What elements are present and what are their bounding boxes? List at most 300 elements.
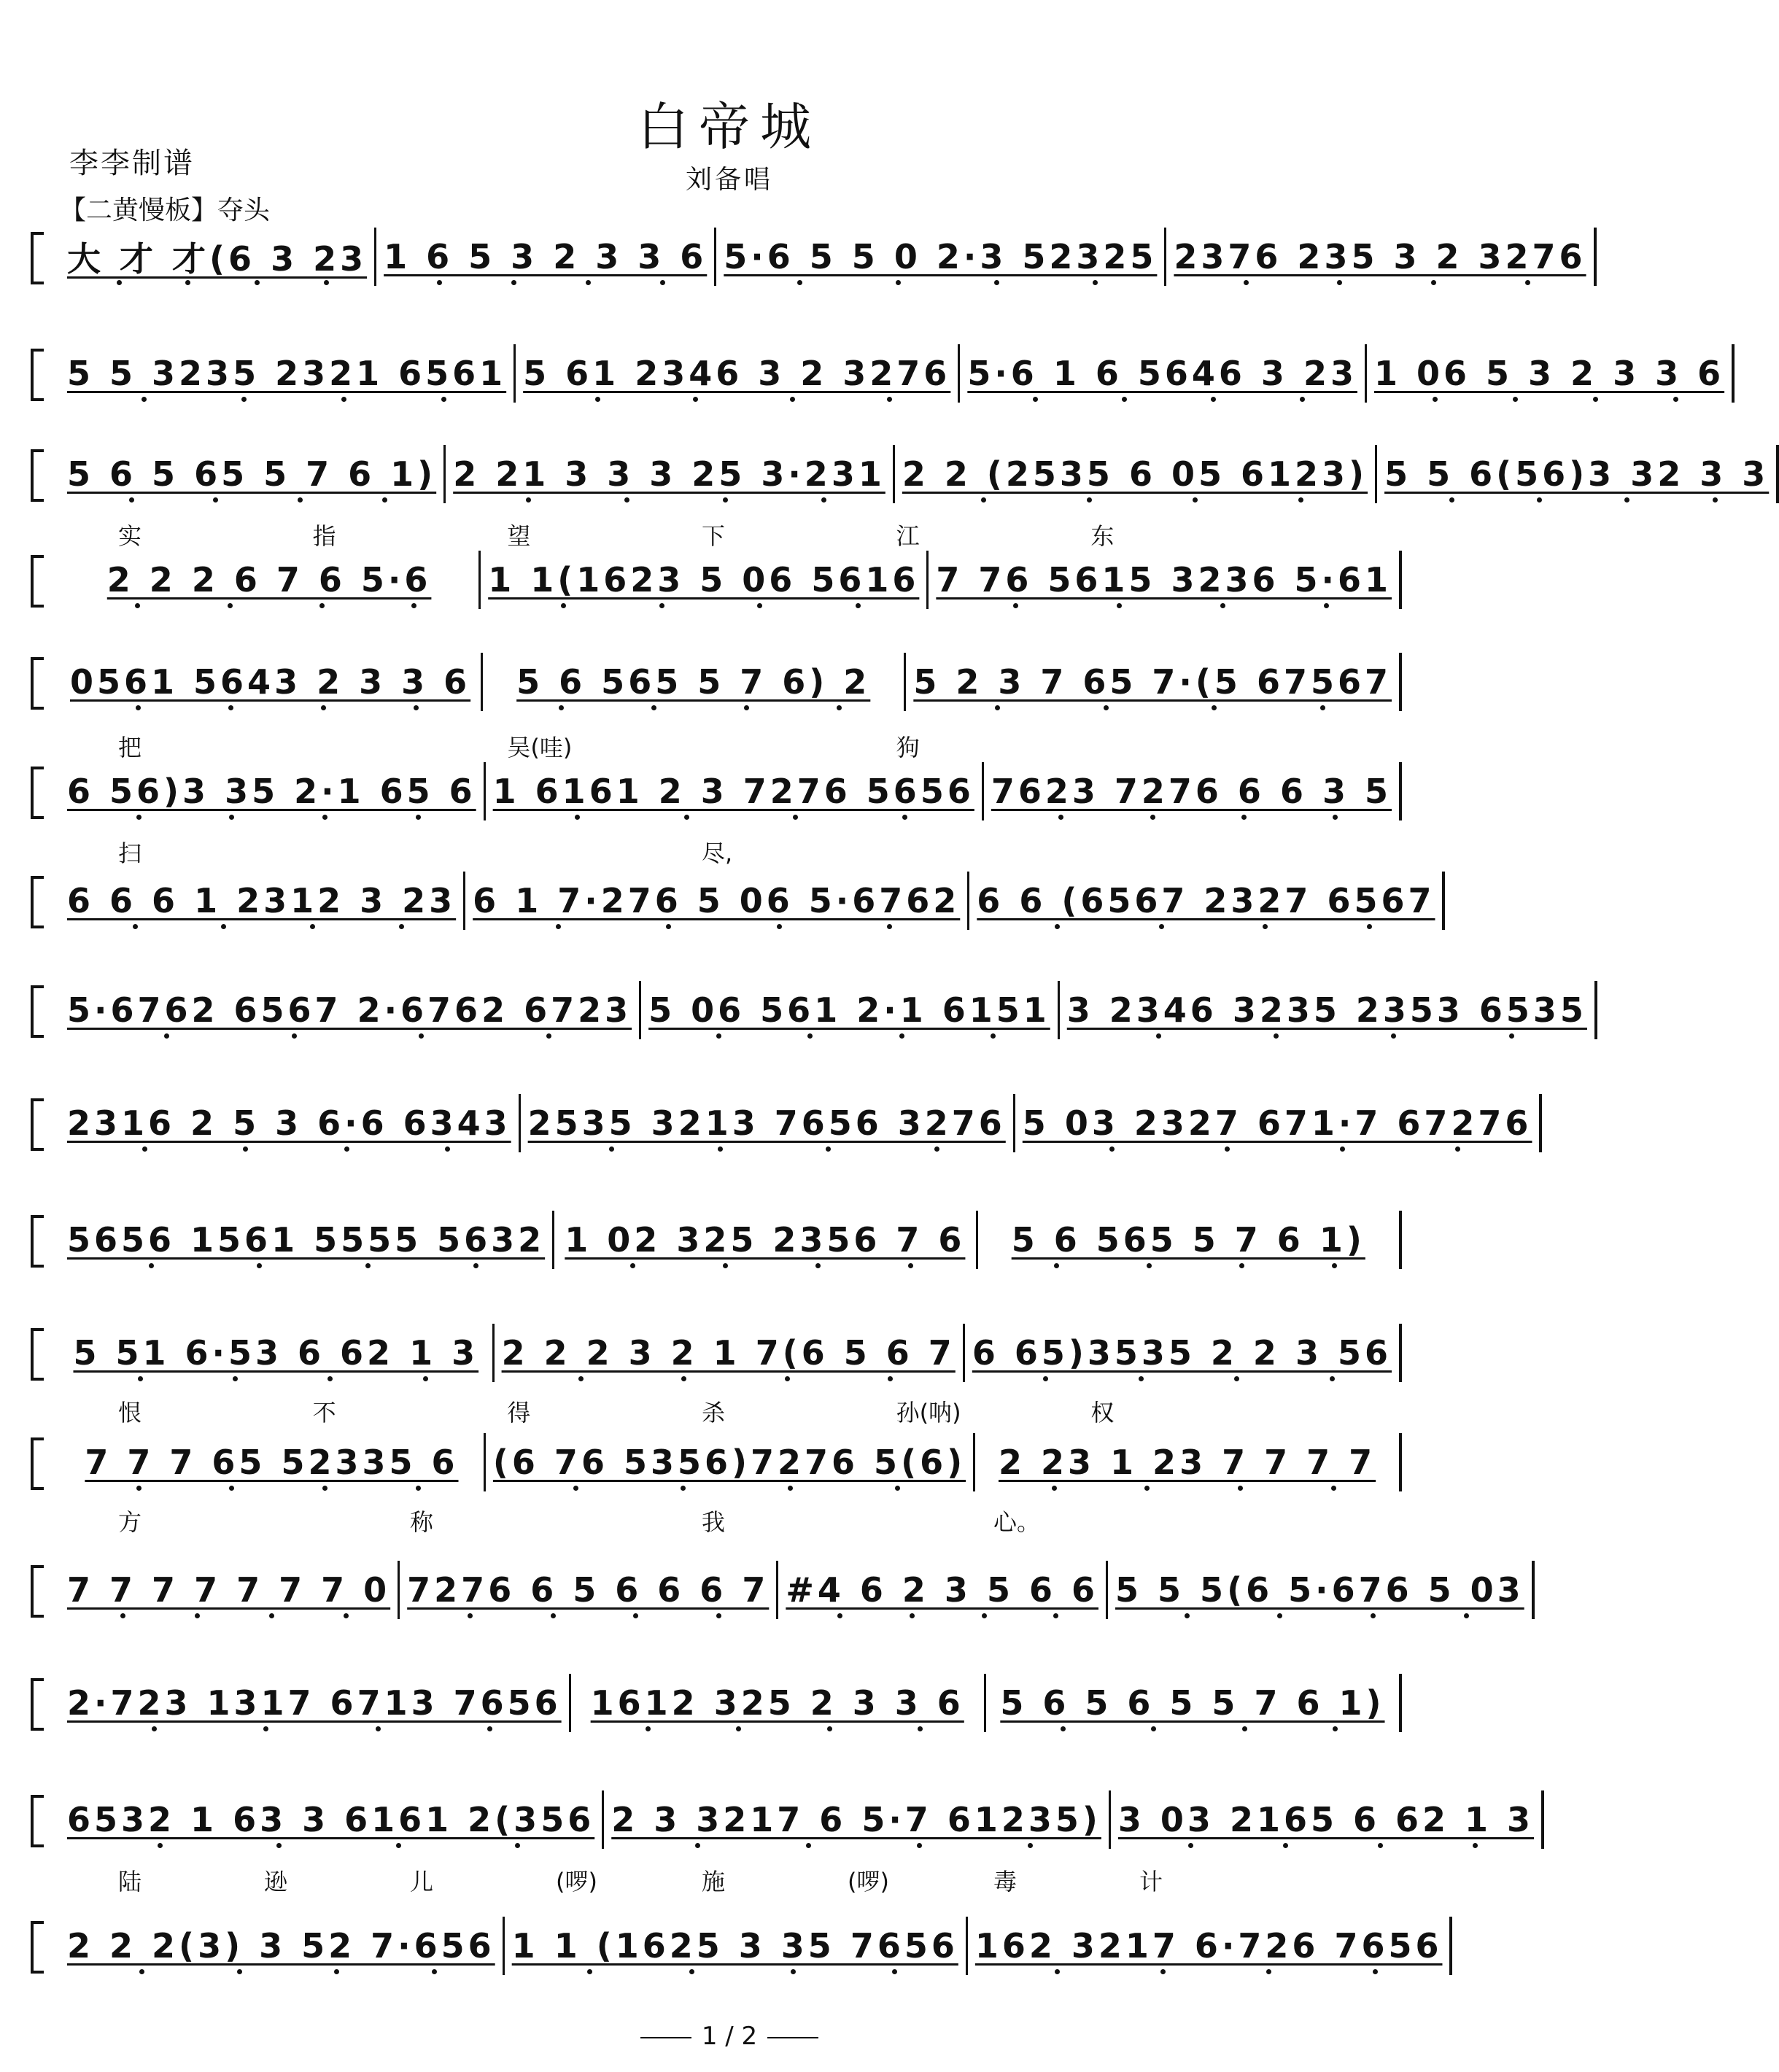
measure bbox=[446, 445, 895, 503]
lyric-word: 心。 bbox=[993, 1508, 1041, 1536]
octave-dot bbox=[1333, 1726, 1338, 1731]
octave-dot bbox=[1151, 1726, 1156, 1731]
octave-dot bbox=[1593, 397, 1598, 402]
octave-dot bbox=[695, 1843, 700, 1848]
measure bbox=[60, 1433, 486, 1491]
octave-dot bbox=[487, 1726, 492, 1731]
octave-dot bbox=[1673, 397, 1678, 402]
octave-dot bbox=[896, 280, 901, 285]
measure-notes: 6 56)3 35 2·1 65 6 bbox=[67, 772, 476, 811]
system-bracket bbox=[31, 1215, 44, 1268]
measure-notes: 2 2 2 6 7 6 5·6 bbox=[106, 560, 432, 600]
octave-dot bbox=[269, 1613, 274, 1618]
octave-dot bbox=[561, 603, 566, 608]
octave-dot bbox=[797, 280, 802, 285]
octave-dot bbox=[1298, 497, 1303, 503]
score-system bbox=[31, 981, 1587, 1039]
system-bracket bbox=[31, 349, 44, 401]
measure-notes: 2 23 1 23 7 7 7 7 bbox=[998, 1443, 1376, 1482]
octave-dot bbox=[441, 397, 446, 402]
lyric-word: 施 bbox=[702, 1868, 726, 1896]
measure-notes: 7 76 5615 3236 5·61 bbox=[936, 560, 1392, 600]
lyric-word: 扫 bbox=[118, 839, 142, 867]
octave-dot bbox=[1333, 815, 1338, 820]
measure bbox=[554, 1211, 977, 1269]
octave-dot bbox=[1188, 1843, 1193, 1848]
measure bbox=[60, 1211, 554, 1269]
lyric-word: 不 bbox=[312, 1399, 336, 1427]
octave-dot bbox=[1371, 1613, 1376, 1618]
measure bbox=[1060, 981, 1597, 1039]
octave-dot bbox=[1332, 1263, 1337, 1268]
measure-notes: 6 6 (6567 2327 6567 bbox=[977, 881, 1435, 920]
octave-dot bbox=[341, 397, 346, 402]
octave-dot bbox=[1117, 603, 1122, 608]
system-bracket bbox=[31, 1678, 44, 1731]
measure bbox=[60, 445, 446, 503]
measure bbox=[60, 344, 516, 403]
lyric-line bbox=[60, 1863, 1402, 1896]
score-system bbox=[31, 1917, 1443, 1975]
octave-dot bbox=[419, 1033, 424, 1039]
measure bbox=[521, 1094, 1015, 1152]
measure-notes: 5 61 2346 3 2 3276 bbox=[523, 354, 951, 393]
lyric-line bbox=[60, 729, 1402, 761]
measure bbox=[486, 762, 984, 820]
octave-dot bbox=[1513, 397, 1518, 402]
octave-dot bbox=[237, 1969, 242, 1974]
octave-dot bbox=[716, 1033, 721, 1039]
measure-notes: 7 7 7 65 52335 6 bbox=[85, 1443, 459, 1482]
octave-dot bbox=[821, 497, 826, 503]
octave-dot bbox=[1455, 1146, 1460, 1152]
measure-notes: 5 06 561 2·1 6151 bbox=[648, 990, 1050, 1030]
octave-dot bbox=[723, 497, 728, 503]
octave-dot bbox=[158, 1843, 163, 1848]
system-bracket bbox=[31, 985, 44, 1038]
octave-dot bbox=[806, 1843, 811, 1848]
measure bbox=[400, 1561, 778, 1619]
octave-dot bbox=[135, 603, 140, 608]
octave-dot bbox=[684, 815, 689, 820]
octave-dot bbox=[241, 397, 247, 402]
octave-dot bbox=[1320, 705, 1325, 710]
octave-dot bbox=[892, 1969, 897, 1974]
octave-dot bbox=[1211, 397, 1216, 402]
octave-dot bbox=[1058, 815, 1063, 820]
octave-dot bbox=[228, 603, 233, 608]
measure-notes: 2 2 2(3) 3 52 7·656 bbox=[67, 1926, 495, 1966]
lyric-word: 陆 bbox=[118, 1868, 142, 1896]
measure-notes: 5 03 2327 671·7 67276 bbox=[1022, 1103, 1532, 1143]
octave-dot bbox=[399, 924, 404, 929]
octave-dot bbox=[723, 1263, 728, 1268]
octave-dot bbox=[1043, 1376, 1048, 1381]
lyric-line bbox=[60, 835, 1402, 867]
system-bracket bbox=[31, 876, 44, 928]
octave-dot bbox=[815, 1263, 821, 1268]
measure bbox=[975, 1433, 1402, 1491]
octave-dot bbox=[1367, 924, 1372, 929]
lyric-word: 望 bbox=[507, 522, 531, 550]
measure bbox=[505, 1917, 968, 1975]
octave-dot bbox=[918, 1726, 923, 1731]
measure bbox=[481, 551, 929, 609]
octave-dot bbox=[689, 1969, 694, 1974]
octave-dot bbox=[630, 1263, 635, 1268]
octave-dot bbox=[551, 1613, 556, 1618]
measure bbox=[960, 344, 1367, 403]
measure bbox=[60, 981, 641, 1039]
measure-notes: #4 6 2 3 5 6 6 bbox=[786, 1570, 1099, 1610]
octave-dot bbox=[856, 603, 861, 608]
octave-dot bbox=[423, 1376, 428, 1381]
measure-row bbox=[60, 1561, 1524, 1619]
score-system bbox=[31, 344, 1725, 403]
score-system bbox=[31, 1324, 1402, 1382]
octave-dot bbox=[1122, 397, 1127, 402]
system-bracket bbox=[31, 1328, 44, 1381]
lyric-word: 杀 bbox=[702, 1399, 726, 1427]
octave-dot bbox=[1373, 1969, 1378, 1974]
score-system bbox=[31, 1561, 1524, 1619]
octave-dot bbox=[1431, 280, 1436, 285]
octave-dot bbox=[995, 705, 1000, 710]
octave-dot bbox=[1378, 1843, 1383, 1848]
octave-dot bbox=[1109, 1146, 1115, 1152]
octave-dot bbox=[310, 924, 315, 929]
measure-row bbox=[60, 1433, 1402, 1491]
octave-dot bbox=[411, 603, 416, 608]
lyric-word: 实 bbox=[118, 522, 142, 550]
octave-dot bbox=[559, 705, 564, 710]
measure bbox=[60, 551, 481, 609]
octave-dot bbox=[416, 1486, 421, 1491]
system-bracket bbox=[31, 657, 44, 710]
octave-dot bbox=[785, 1376, 790, 1381]
octave-dot bbox=[777, 924, 782, 929]
octave-dot bbox=[322, 815, 327, 820]
octave-dot bbox=[136, 815, 142, 820]
page-number: 1 / 2 bbox=[701, 2022, 758, 2051]
octave-dot bbox=[1283, 1843, 1288, 1848]
octave-dot bbox=[790, 397, 795, 402]
octave-dot bbox=[934, 1146, 939, 1152]
measure bbox=[516, 344, 960, 403]
octave-dot bbox=[1053, 1613, 1058, 1618]
measure-notes: 3 2346 3235 2353 6535 bbox=[1066, 990, 1587, 1030]
octave-dot bbox=[1061, 1726, 1066, 1731]
lyric-word: (啰) bbox=[556, 1868, 597, 1896]
octave-dot bbox=[718, 1146, 723, 1152]
octave-dot bbox=[757, 603, 762, 608]
octave-dot bbox=[827, 1726, 832, 1731]
score-system bbox=[31, 1211, 1402, 1269]
system-bracket bbox=[31, 1098, 44, 1151]
octave-dot bbox=[1537, 497, 1542, 503]
measure bbox=[1108, 1561, 1535, 1619]
octave-dot bbox=[981, 497, 986, 503]
lyric-word: 方 bbox=[118, 1508, 142, 1536]
measure-notes: 1 1 (1625 3 35 7656 bbox=[511, 1926, 958, 1966]
octave-dot bbox=[908, 1263, 913, 1268]
octave-dot bbox=[899, 1033, 904, 1039]
octave-dot bbox=[1147, 1263, 1152, 1268]
measure-notes: 6 6 6 1 2312 3 23 bbox=[67, 881, 457, 920]
octave-dot bbox=[257, 1263, 262, 1268]
system-bracket bbox=[31, 1437, 44, 1490]
measure-row bbox=[60, 762, 1402, 820]
octave-dot bbox=[681, 1376, 686, 1381]
measure bbox=[376, 228, 716, 286]
measure-notes: 5·6762 6567 2·6762 6723 bbox=[67, 990, 632, 1030]
octave-dot bbox=[139, 1969, 144, 1974]
score-system bbox=[31, 872, 1435, 930]
measure-notes: 5·6 1 6 5646 3 23 bbox=[967, 354, 1357, 393]
octave-dot bbox=[515, 1843, 520, 1848]
octave-dot bbox=[887, 924, 892, 929]
lyric-word: 恨 bbox=[118, 1399, 142, 1427]
measure bbox=[969, 872, 1445, 930]
octave-dot bbox=[1624, 497, 1629, 503]
octave-dot bbox=[1033, 397, 1038, 402]
measure bbox=[571, 1674, 986, 1732]
score-maker: 李李制谱 bbox=[69, 147, 195, 180]
octave-dot bbox=[1242, 1726, 1247, 1731]
octave-dot bbox=[624, 497, 629, 503]
octave-dot bbox=[1013, 603, 1018, 608]
measure bbox=[929, 551, 1402, 609]
score-system bbox=[31, 1790, 1535, 1849]
measure-notes: 5 2 3 7 65 7·(5 67567 bbox=[913, 662, 1392, 702]
measure bbox=[1111, 1790, 1544, 1849]
octave-dot bbox=[1087, 497, 1092, 503]
octave-dot bbox=[1241, 815, 1247, 820]
octave-dot bbox=[396, 1843, 401, 1848]
octave-dot bbox=[382, 497, 387, 503]
measure-notes: 3 03 2165 6 62 1 3 bbox=[1117, 1800, 1535, 1839]
lyric-line bbox=[60, 518, 1402, 550]
octave-dot bbox=[229, 815, 234, 820]
octave-dot bbox=[319, 603, 325, 608]
lyric-word: 尽, bbox=[702, 839, 733, 867]
octave-dot bbox=[1464, 1613, 1469, 1618]
score-system bbox=[31, 1094, 1532, 1152]
octave-dot bbox=[321, 705, 326, 710]
measure-row bbox=[60, 1324, 1402, 1382]
octave-dot bbox=[660, 280, 665, 285]
octave-dot bbox=[837, 705, 842, 710]
octave-dot bbox=[1509, 1033, 1514, 1039]
octave-dot bbox=[633, 1613, 638, 1618]
octave-dot bbox=[344, 1613, 349, 1618]
measure-notes: 7 7 7 7 7 7 7 0 bbox=[67, 1570, 391, 1610]
octave-dot bbox=[432, 1969, 437, 1974]
octave-dot bbox=[344, 1146, 349, 1152]
measure-notes: 1 6161 2 3 7276 5656 bbox=[492, 772, 974, 811]
measure bbox=[60, 1790, 604, 1849]
octave-dot bbox=[910, 1613, 915, 1618]
octave-dot bbox=[298, 497, 303, 503]
octave-dot bbox=[1055, 1969, 1060, 1974]
measure-row bbox=[60, 445, 1770, 503]
octave-dot bbox=[322, 1486, 327, 1491]
octave-dot bbox=[1193, 497, 1198, 503]
octave-dot bbox=[1139, 1376, 1144, 1381]
octave-dot bbox=[334, 1969, 339, 1974]
measure bbox=[465, 872, 969, 930]
octave-dot bbox=[445, 1146, 450, 1152]
octave-dot bbox=[1220, 603, 1225, 608]
octave-dot bbox=[888, 1376, 893, 1381]
octave-dot bbox=[1104, 705, 1109, 710]
lyric-word: (啰) bbox=[848, 1868, 889, 1896]
measure bbox=[1377, 445, 1779, 503]
lyric-word: 吴(哇) bbox=[507, 734, 573, 761]
tempo-marking: 【二黄慢板】夺头 bbox=[60, 195, 271, 225]
measure-row bbox=[60, 344, 1725, 403]
octave-dot bbox=[185, 280, 190, 285]
measure-notes: 2·723 1317 6713 7656 bbox=[67, 1683, 562, 1723]
score-system bbox=[31, 228, 1586, 286]
lyric-word: 毒 bbox=[993, 1868, 1018, 1896]
octave-dot bbox=[788, 1486, 793, 1491]
lyric-word: 我 bbox=[702, 1508, 726, 1536]
measure bbox=[604, 1790, 1111, 1849]
octave-dot bbox=[917, 1843, 922, 1848]
octave-dot bbox=[213, 497, 218, 503]
lyric-word: 指 bbox=[312, 522, 336, 550]
octave-dot bbox=[595, 397, 600, 402]
octave-dot bbox=[1300, 397, 1305, 402]
measure-notes: 5·6 5 5 0 2·3 52325 bbox=[724, 237, 1158, 276]
measure-notes: 1 6 5 3 2 3 3 6 bbox=[384, 237, 708, 276]
lyric-word: 得 bbox=[507, 1399, 531, 1427]
octave-dot bbox=[133, 924, 138, 929]
lyric-word: 逊 bbox=[264, 1868, 288, 1896]
system-bracket bbox=[31, 555, 44, 608]
measure-row bbox=[60, 872, 1435, 930]
measure-notes: 5656 1561 5555 5632 bbox=[67, 1220, 546, 1260]
measure bbox=[978, 1211, 1402, 1269]
octave-dot bbox=[1160, 1969, 1166, 1974]
score-system bbox=[31, 1674, 1402, 1732]
octave-dot bbox=[837, 1613, 842, 1618]
measure bbox=[906, 653, 1402, 711]
measure-notes: 5 5 3235 2321 6561 bbox=[67, 354, 507, 393]
measure bbox=[486, 1433, 975, 1491]
measure-notes: (6 76 5356)7276 5(6) bbox=[492, 1443, 966, 1482]
measure bbox=[60, 1324, 495, 1382]
octave-dot bbox=[152, 1726, 157, 1731]
lyric-word: 称 bbox=[410, 1508, 434, 1536]
octave-dot bbox=[1238, 1486, 1243, 1491]
octave-dot bbox=[142, 397, 147, 402]
octave-dot bbox=[263, 1726, 268, 1731]
score-system bbox=[31, 1433, 1402, 1491]
octave-dot bbox=[1391, 1033, 1396, 1039]
octave-dot bbox=[1340, 1146, 1345, 1152]
octave-dot bbox=[276, 1843, 282, 1848]
page-title: 白帝城 bbox=[637, 97, 821, 157]
octave-dot bbox=[142, 1146, 147, 1152]
octave-dot bbox=[136, 705, 141, 710]
score-system bbox=[31, 762, 1402, 820]
octave-dot bbox=[1234, 1376, 1239, 1381]
octave-dot bbox=[229, 1486, 234, 1491]
score-system bbox=[31, 445, 1770, 503]
octave-dot bbox=[1212, 705, 1217, 710]
octave-dot bbox=[526, 497, 531, 503]
octave-dot bbox=[129, 497, 134, 503]
measure bbox=[60, 1674, 571, 1732]
octave-dot bbox=[887, 397, 892, 402]
system-bracket bbox=[31, 767, 44, 819]
octave-dot bbox=[556, 924, 561, 929]
octave-dot bbox=[1330, 1376, 1335, 1381]
lyric-word: 江 bbox=[896, 522, 920, 550]
footer-rule-left bbox=[640, 2037, 691, 2038]
measure bbox=[60, 872, 465, 930]
octave-dot bbox=[473, 1263, 478, 1268]
lyric-word: 东 bbox=[1090, 522, 1115, 550]
octave-dot bbox=[437, 280, 442, 285]
octave-dot bbox=[1239, 1263, 1244, 1268]
lyric-word: 儿 bbox=[410, 1868, 434, 1896]
octave-dot bbox=[736, 1726, 741, 1731]
measure bbox=[895, 445, 1377, 503]
measure-row bbox=[60, 551, 1402, 609]
octave-dot bbox=[587, 1969, 592, 1974]
octave-dot bbox=[468, 1613, 473, 1618]
measure-row bbox=[60, 228, 1586, 286]
system-bracket bbox=[31, 232, 44, 284]
octave-dot bbox=[1274, 1033, 1279, 1039]
measure-notes: 0561 5643 2 3 3 6 bbox=[70, 662, 471, 702]
octave-dot bbox=[994, 280, 999, 285]
measure-notes: 2 3 3217 6 5·7 61235) bbox=[611, 1800, 1101, 1839]
octave-dot bbox=[138, 1376, 143, 1381]
octave-dot bbox=[292, 1033, 297, 1039]
measure-notes: 1 06 5 3 2 3 3 6 bbox=[1373, 354, 1725, 393]
measure-notes: 2 2 (2535 6 05 6123) bbox=[902, 454, 1368, 494]
measure-row bbox=[60, 653, 1402, 711]
measure-notes: 6532 1 63 3 6161 2(356 bbox=[67, 1800, 595, 1839]
score-system bbox=[31, 653, 1402, 711]
measure bbox=[984, 762, 1402, 820]
measure-notes: 162 3217 6·726 7656 bbox=[974, 1926, 1443, 1966]
measure bbox=[965, 1324, 1402, 1382]
lyric-word: 计 bbox=[1139, 1868, 1163, 1896]
octave-dot bbox=[578, 1376, 584, 1381]
octave-dot bbox=[744, 705, 749, 710]
octave-dot bbox=[1433, 397, 1438, 402]
octave-dot bbox=[1150, 815, 1155, 820]
measure-row bbox=[60, 1211, 1402, 1269]
octave-dot bbox=[376, 1726, 381, 1731]
octave-dot bbox=[546, 1033, 551, 1039]
measure-row bbox=[60, 1094, 1532, 1152]
measure-notes: 5 6 5 6 5 5 7 6 1) bbox=[1000, 1683, 1385, 1723]
measure bbox=[483, 653, 906, 711]
measure-notes: 1 1(1623 5 06 5616 bbox=[488, 560, 920, 600]
octave-dot bbox=[991, 1033, 996, 1039]
octave-dot bbox=[1331, 1486, 1336, 1491]
octave-dot bbox=[1266, 1969, 1271, 1974]
octave-dot bbox=[255, 280, 260, 285]
octave-dot bbox=[1052, 1486, 1057, 1491]
system-bracket bbox=[31, 449, 44, 502]
